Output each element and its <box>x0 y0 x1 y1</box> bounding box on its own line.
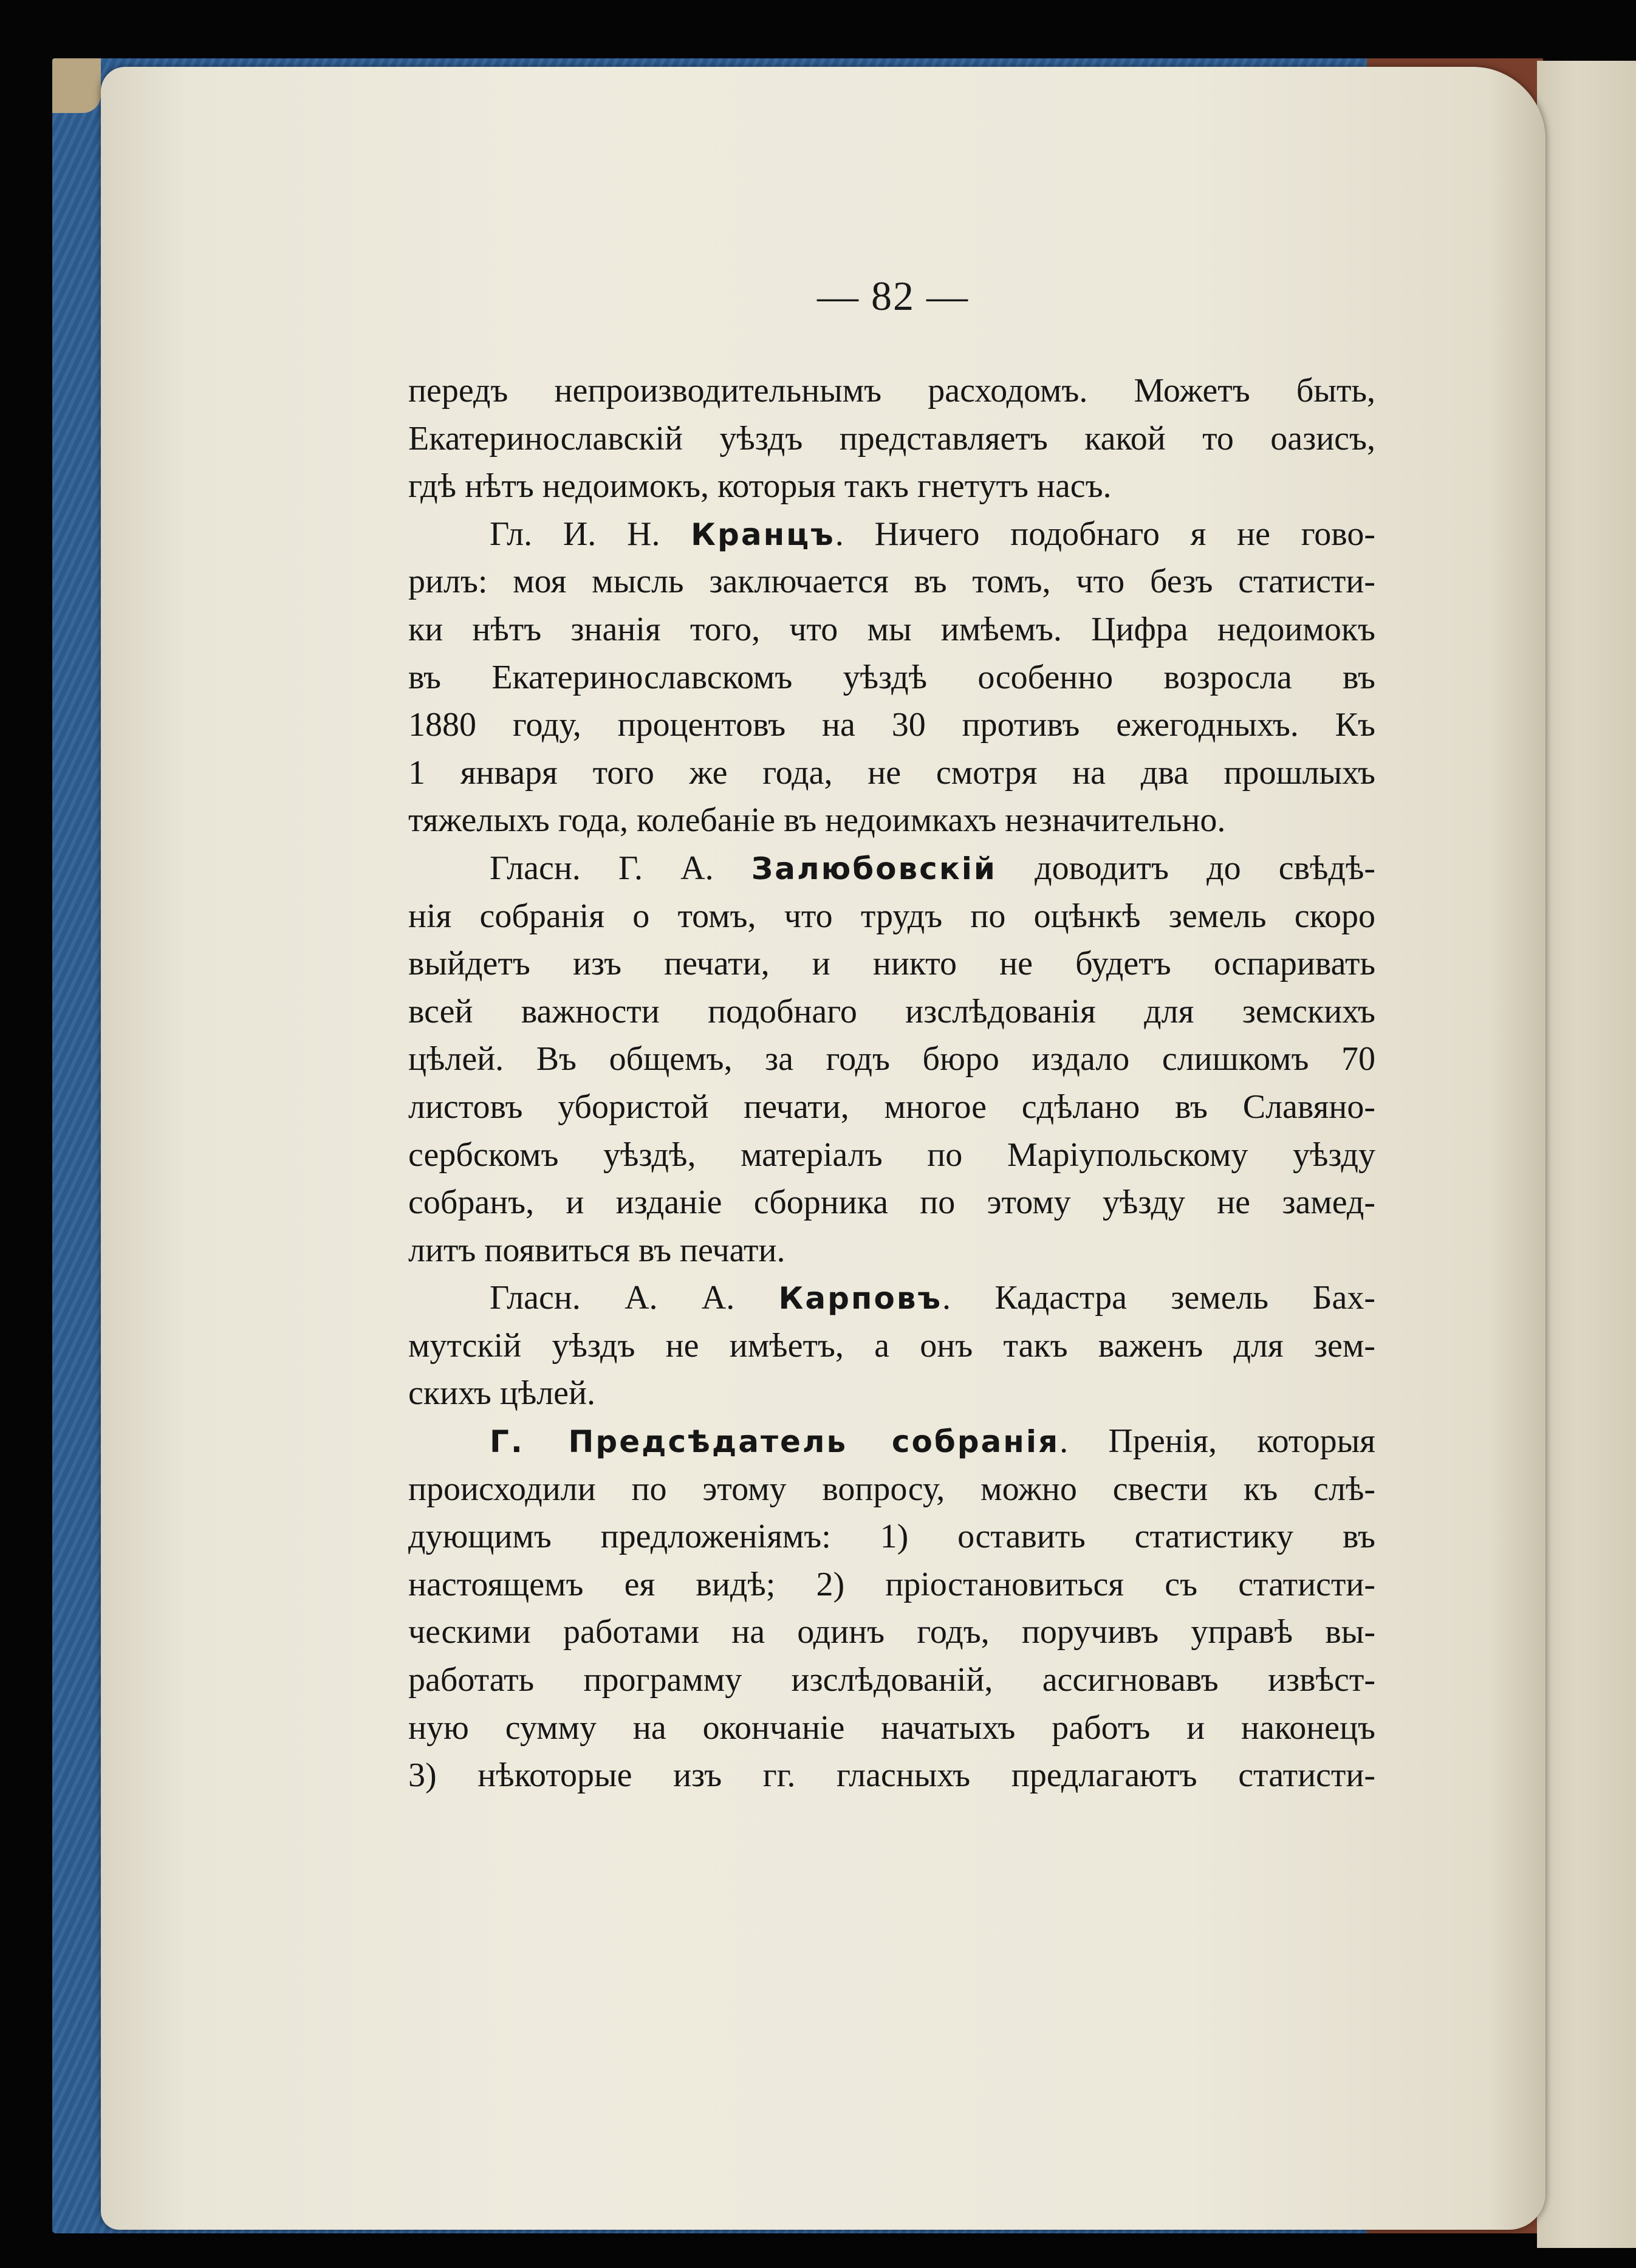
text-line: рилъ: моя мысль заключается въ томъ, что безъ статисти- <box>408 563 1375 601</box>
speaker-line <box>408 1417 1375 1465</box>
text-line: въ Екатеринославскомъ уѣздѣ особенно возросла въ <box>408 658 1375 696</box>
text-line: скихъ цѣлей. <box>408 1374 595 1413</box>
speech-text: . Кадастра земель Бах- <box>942 1279 1375 1317</box>
text-line: всей важности подобнаго изслѣдованія для земскихъ <box>408 992 1375 1030</box>
text-line: передъ непроизводительнымъ расходомъ. Можетъ быть, <box>408 372 1375 409</box>
text-line: 1880 году, процентовъ на 30 противъ ежегодныхъ. Къ <box>408 706 1375 744</box>
speaker-title: Гласн. Г. А. <box>490 849 751 887</box>
speech-text: . Ничего подобнаго я не гово- <box>835 515 1375 553</box>
text-line: выйдетъ изъ печати, и никто не будетъ оспаривать <box>408 945 1375 983</box>
text-line: дующимъ предложеніямъ: 1) оставить статистику въ <box>408 1518 1375 1556</box>
text-line: 1 января того же года, не смотря на два прошлыхъ <box>408 753 1375 792</box>
text-line: сербскомъ уѣздѣ, матеріалъ по Маріупольскому уѣзду <box>408 1136 1375 1174</box>
speaker-line <box>408 1274 1375 1322</box>
text-line: литъ появиться въ печати. <box>408 1231 785 1269</box>
text-line: работать программу изслѣдованій, ассигновавъ извѣст- <box>408 1661 1375 1699</box>
speaker-name: Карповъ <box>778 1281 943 1317</box>
text-line: происходили по этому вопросу, можно свести къ слѣ- <box>408 1470 1375 1508</box>
text-line: гдѣ нѣтъ недоимокъ, которыя такъ гнетутъ насъ. <box>408 467 1112 505</box>
speech-text: доводитъ до свѣдѣ- <box>996 849 1375 887</box>
text-line: настоящемъ ея видѣ; 2) пріостановиться съ статисти- <box>408 1565 1375 1603</box>
speaker-name: Кранцъ <box>691 516 835 552</box>
page-number: — 82 — <box>817 273 969 319</box>
text-line: мутскій уѣздъ не имѣетъ, а онъ такъ важенъ для зем- <box>408 1326 1375 1365</box>
speaker-name: Г. Предсѣдатель собранія <box>490 1424 1060 1460</box>
text-line: Екатеринославскій уѣздъ представляетъ какой то оазисъ, <box>408 419 1375 457</box>
speaker-line <box>408 510 1375 558</box>
speaker-title: Гл. И. Н. <box>490 515 691 553</box>
text-line: тяжелыхъ года, колебаніе въ недоимкахъ незначительно. <box>408 801 1226 840</box>
page-text <box>408 367 1375 1800</box>
adjacent-page <box>1537 61 1636 2248</box>
text-line: 3) нѣкоторые изъ гг. гласныхъ предлагаютъ статисти- <box>408 1756 1375 1795</box>
speaker-line <box>408 845 1375 892</box>
text-line: ческими работами на одинъ годъ, поручивъ управѣ вы- <box>408 1613 1375 1651</box>
speech-text: . Пренія, которыя <box>1059 1422 1375 1461</box>
text-line: ки нѣтъ знанія того, что мы имѣемъ. Цифра недоимокъ <box>408 610 1375 648</box>
cover-corner-wear <box>52 58 101 113</box>
text-line: нія собранія о томъ, что трудъ по оцѣнкѣ земель скоро <box>408 897 1375 935</box>
text-line: листовъ убористой печати, многое сдѣлано въ Славяно- <box>408 1088 1375 1126</box>
speaker-title: Гласн. А. А. <box>490 1279 779 1317</box>
text-line: ную сумму на окончаніе начатыхъ работъ и наконецъ <box>408 1708 1375 1747</box>
text-line: цѣлей. Въ общемъ, за годъ бюро издало слишкомъ 70 <box>408 1040 1375 1078</box>
text-line: собранъ, и изданіе сборника по этому уѣзду не замед- <box>408 1184 1375 1222</box>
speaker-name: Залюбовскій <box>751 851 997 886</box>
